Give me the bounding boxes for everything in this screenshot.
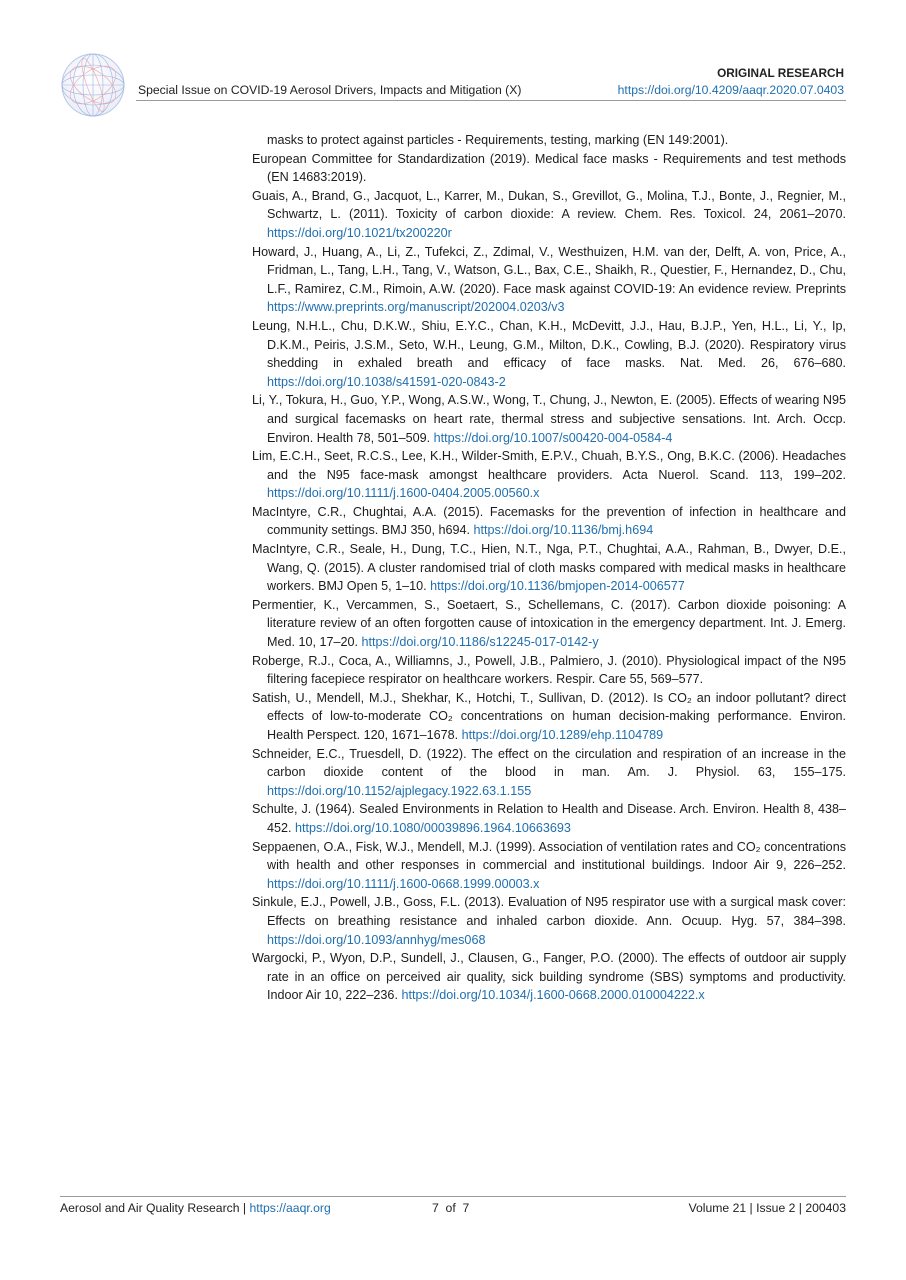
reference-item: Permentier, K., Vercammen, S., Soetaert, S., Schellemans, C. (2017). Carbon dioxide poisoning: A literature review of an often forgotten cause of intoxication in the emergency department. Int. J. Emerg. Med. 10, 17–20. https://doi.org/10.1186/s12245-017-0142-y (252, 597, 846, 650)
reference-item: Schulte, J. (1964). Sealed Environments in Relation to Health and Disease. Arch. Environ. Health 8, 438–452. https://doi.org/10.1080/00039896.1964.10663693 (252, 802, 846, 835)
doi-link[interactable]: https://doi.org/10.4209/aaqr.2020.07.0403 (617, 83, 844, 97)
reference-item: Lim, E.C.H., Seet, R.C.S., Lee, K.H., Wilder-Smith, E.P.V., Chuah, B.Y.S., Ong, B.K.C. (2006). Headaches and the N95 face-mask amongst healthcare providers. Acta Nuerol. Scand. 113, 199–202. https://doi.org/10.1111/j.1600-0404.2005.00560.x (252, 449, 846, 501)
reference-doi-link[interactable]: https://doi.org/10.1136/bmjopen-2014-006577 (430, 579, 685, 594)
reference-doi-link[interactable]: https://doi.org/10.1152/ajplegacy.1922.63.1.155 (267, 783, 532, 798)
reference-doi-link[interactable]: https://doi.org/10.1186/s12245-017-0142-y (361, 635, 599, 650)
reference-list (252, 131, 846, 1005)
article-type: ORIGINAL RESEARCH (717, 66, 844, 80)
reference-doi-link[interactable]: https://doi.org/10.1289/ehp.1104789 (461, 728, 664, 742)
journal-logo (60, 52, 126, 118)
header-divider (136, 100, 846, 101)
reference-doi-link[interactable]: https://doi.org/10.1136/bmj.h694 (473, 523, 654, 538)
reference-item: Wargocki, P., Wyon, D.P., Sundell, J., Clausen, G., Fanger, P.O. (2000). The effects of outdoor air supply rate in an office on perceived air quality, sick building syndrome (SBS) symptoms and productivity. Indoor Air 10, 222–236. https://doi.org/10.1034/j.1600-0668.2000.010004222.x (252, 951, 846, 1003)
reference-doi-link[interactable]: https://doi.org/10.1021/tx200220r (267, 225, 452, 240)
reference-item: European Committee for Standardization (2019). Medical face masks - Requirements and test methods (EN 14683:2019). (252, 151, 846, 185)
journal-url-link[interactable]: https://aaqr.org (249, 1201, 331, 1215)
volume-info: Volume 21 | Issue 2 | 200403 (688, 1201, 846, 1215)
reference-item: Guais, A., Brand, G., Jacquot, L., Karrer, M., Dukan, S., Grevillot, G., Molina, T.J., Bonte, J., Regnier, M., Schwartz, L. (2011). Toxicity of carbon dioxide: A review. Chem. Res. Toxicol. 24, 2061–2070. https://doi.org/10.1021/tx200220r (252, 188, 846, 240)
reference-doi-link[interactable]: https://doi.org/10.1080/00039896.1964.10663693 (295, 820, 571, 835)
reference-doi-link[interactable]: https://doi.org/10.1093/annhyg/mes068 (267, 932, 486, 947)
reference-doi-link[interactable]: https://doi.org/10.1034/j.1600-0668.2000.010004222.x (401, 988, 705, 1003)
footer-journal: Aerosol and Air Quality Research | https://aaqr.org (60, 1201, 331, 1215)
reference-item: MacIntyre, C.R., Chughtai, A.A. (2015). Facemasks for the prevention of infection in healthcare and community settings. BMJ 350, h694. https://doi.org/10.1136/bmj.h694 (252, 504, 846, 538)
reference-item: Satish, U., Mendell, M.J., Shekhar, K., Hotchi, T., Sullivan, D. (2012). Is CO₂ an indoor pollutant? direct effects of low-to-moderate CO₂ concentrations on human decision-making performance. Environ. Health Perspect. 120, 1671–1678. https://doi.org/10.1289/ehp.1104789 (252, 690, 846, 742)
reference-item: Sinkule, E.J., Powell, J.B., Goss, F.L. (2013). Evaluation of N95 respirator use with a surgical mask cover: Effects on breathing resistance and inhaled carbon dioxide. Ann. Ocuup. Hyg. 57, 384–398. https://doi.org/10.1093/annhyg/mes068 (252, 895, 846, 947)
globe-logo-icon (60, 52, 126, 118)
reference-item: Howard, J., Huang, A., Li, Z., Tufekci, Z., Zdimal, V., Westhuizen, H.M. van der, Delft, A. von, Price, A., Fridman, L., Tang, L.H., Tang, V., Watson, G.L., Bax, C.E., Shaikh, R., Questier, F., Hernandez, D., Chu, L.F., Ramirez, C.M., Rimoin, A.W. (2020). Face mask against COVID-19: An evidence review. Preprints https://www.preprints.org/manuscript/202004.0203/v3 (252, 244, 846, 315)
reference-doi-link[interactable]: https://doi.org/10.1038/s41591-020-0843-2 (267, 374, 506, 389)
reference-item: Roberge, R.J., Coca, A., Williamns, J., Powell, J.B., Palmiero, J. (2010). Physiological impact of the N95 filtering facepiece respirator on healthcare workers. Respir. Care 55, 569–577. (252, 653, 846, 687)
reference-item: MacIntyre, C.R., Seale, H., Dung, T.C., Hien, N.T., Nga, P.T., Chughtai, A.A., Rahman, B., Dwyer, D.E., Wang, Q. (2015). A cluster randomised trial of cloth masks compared with medical masks in healthcare workers. BMJ Open 5, 1–10. https://doi.org/10.1136/bmjopen-2014-006577 (252, 542, 846, 594)
reference-item: Seppaenen, O.A., Fisk, W.J., Mendell, M.J. (1999). Association of ventilation rates and CO₂ concentrations with health and other responses in commercial and institutional buildings. Indoor Air 9, 226–252. https://doi.org/10.1111/j.1600-0668.1999.00003.x (252, 839, 846, 891)
reference-item: masks to protect against particles - Requirements, testing, marking (EN 149:2001). (267, 133, 729, 147)
issue-title: Special Issue on COVID-19 Aerosol Drivers, Impacts and Mitigation (X) (138, 83, 522, 97)
reference-doi-link[interactable]: https://doi.org/10.1007/s00420-004-0584-4 (433, 430, 673, 445)
reference-item: Schneider, E.C., Truesdell, D. (1922). The effect on the circulation and respiration of an increase in the carbon dioxide content of the blood in man. Am. J. Physiol. 63, 155–175. https://doi.org/10.1152/ajplegacy.1922.63.1.155 (252, 746, 846, 798)
footer-divider (60, 1196, 846, 1197)
reference-doi-link[interactable]: https://doi.org/10.1111/j.1600-0668.1999.00003.x (267, 876, 540, 891)
reference-doi-link[interactable]: https://www.preprints.org/manuscript/202004.0203/v3 (267, 300, 565, 315)
page-number: 7 of 7 (432, 1201, 470, 1215)
reference-item: Leung, N.H.L., Chu, D.K.W., Shiu, E.Y.C., Chan, K.H., McDevitt, J.J., Hau, B.J.P., Yen, H.L., Li, Y., Ip, D.K.M., Peiris, J.S.M., Seto, W.H., Leung, G.M., Milton, D.K., Cowling, B.J. (2020). Respiratory virus shedding in exhaled breath and efficacy of face masks. Nat. Med. 26, 676–680. https://doi.org/10.1038/s41591-020-0843-2 (252, 318, 846, 389)
reference-item: Li, Y., Tokura, H., Guo, Y.P., Wong, A.S.W., Wong, T., Chung, J., Newton, E. (2005). Effects of wearing N95 and surgical facemasks on heart rate, thermal stress and subjective sensations. Int. Arch. Occp. Environ. Health 78, 501–509. https://doi.org/10.1007/s00420-004-0584-4 (252, 393, 846, 445)
reference-doi-link[interactable]: https://doi.org/10.1111/j.1600-0404.2005.00560.x (267, 486, 540, 501)
